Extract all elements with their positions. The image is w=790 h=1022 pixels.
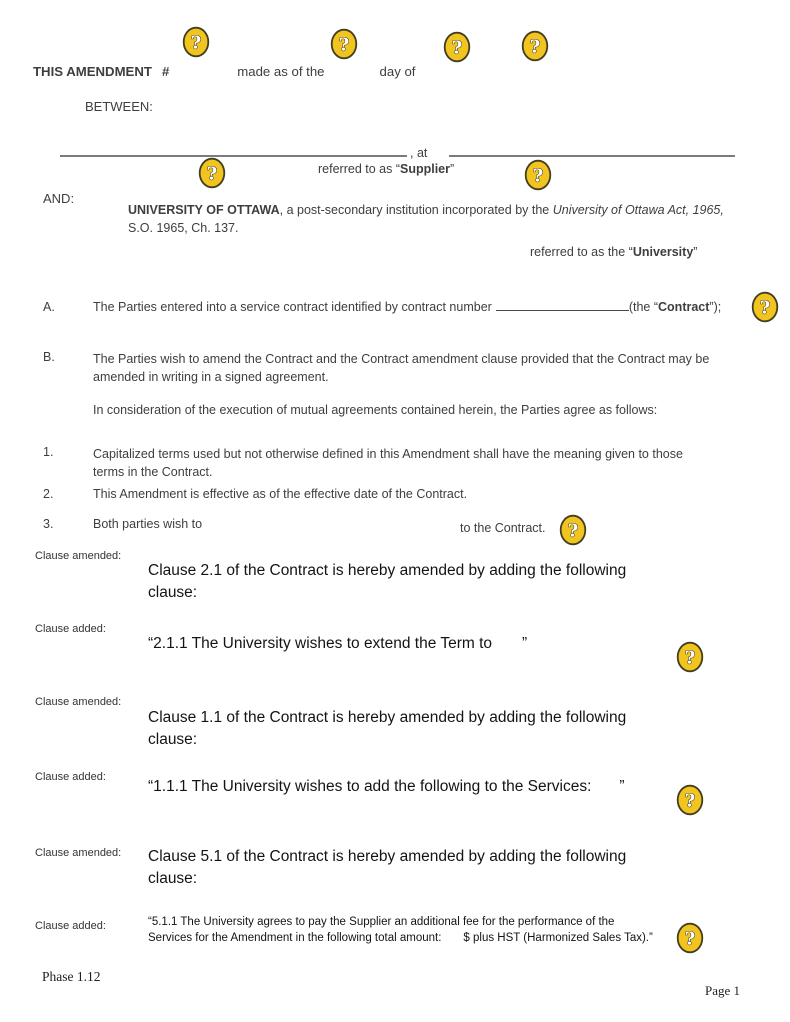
university-name: UNIVERSITY OF OTTAWA [128,203,280,217]
clause-amended-text-1: Clause 2.1 of the Contract is hereby amended by adding the following clause: [148,562,627,601]
consideration-text: In consideration of the execution of mutual agreements contained herein, the Parties agree as follows: [93,403,658,417]
help-icon[interactable] [751,291,779,323]
university-paragraph-line1 [128,203,724,217]
contract-term: Contract [658,300,710,314]
help-icon[interactable] [521,30,549,62]
help-icon[interactable] [182,26,210,58]
university-desc: , a post-secondary institution incorporated by the [279,203,553,217]
phase-label: Phase 1.12 [42,969,101,984]
supplier-term: Supplier [399,162,450,176]
svg-text:?: ? [684,790,696,812]
svg-text:?: ? [532,165,544,187]
term-3-marker: 3. [43,517,54,531]
comma-at-text: , at [410,146,428,160]
clause-amended-label-1: Clause amended: [35,550,122,562]
svg-text:?: ? [567,520,579,542]
university-term: University [632,245,694,259]
number-sign: # [161,64,170,79]
term-1-line2: terms in the Contract. [93,465,213,479]
term-1-marker: 1. [43,445,54,459]
recital-b-marker: B. [43,350,55,364]
clause-amended-text-2: Clause 1.1 of the Contract is hereby amended by adding the following clause: [148,709,627,748]
recital-a-marker: A. [43,300,55,314]
clause-added-text-2 [148,778,625,796]
amount-lead-text: Services for the Amendment in the following total amount: [148,931,442,944]
help-icon[interactable] [676,784,704,816]
referred-prefix: referred to as “ [318,162,400,176]
help-icon[interactable] [676,641,704,673]
suffix-end: ”); [709,300,722,314]
svg-text:?: ? [451,37,463,59]
recital-a-suffix [629,300,721,314]
closing-quote: ” [619,778,625,795]
amount-tail-text: $ plus HST (Harmonized Sales Tax).” [463,931,653,944]
help-icon[interactable] [198,157,226,189]
clause-amended-text-3: Clause 5.1 of the Contract is hereby amended by adding the following clause: [148,848,627,887]
recital-b-line2: amended in writing in a signed agreement. [93,370,329,384]
referred-suffix: ” [450,162,455,176]
term-3-text-end: to the Contract. [460,521,546,535]
page-number: Page 1 [705,983,741,998]
svg-text:?: ? [190,32,202,54]
suffix-prefix: (the “ [628,300,659,314]
svg-text:?: ? [529,36,541,58]
university-act: University of Ottawa Act, 1965, [552,203,724,217]
help-icon[interactable] [330,28,358,60]
university-paragraph-line2: S.O. 1965, Ch. 137. [128,221,239,235]
referred-as-university [530,245,697,259]
and-label: AND: [43,191,75,206]
made-as-of-text: made as of the [237,64,325,79]
help-icon[interactable] [524,159,552,191]
svg-text:?: ? [206,163,218,185]
clause-amended-label-2: Clause amended: [35,696,122,708]
term-2-text: This Amendment is effective as of the effective date of the Contract. [93,487,468,501]
closing-quote: ” [522,635,528,652]
between-label: BETWEEN: [85,99,153,114]
svg-text:?: ? [759,297,771,319]
recital-a-text: The Parties entered into a service contract identified by contract number [93,300,492,314]
clause-added-label-1: Clause added: [35,623,106,635]
clause-added-text-3 [148,915,653,946]
clause-added-body: “1.1.1 The University wishes to add the following to the Services: [148,778,592,795]
clause-added-label-2: Clause added: [35,771,106,783]
svg-text:?: ? [338,34,350,56]
supplier-location-line[interactable] [449,155,735,157]
clause-added-label-3: Clause added: [35,920,106,932]
term-1-text [93,445,683,481]
clause-added-text-1 [148,635,527,653]
contract-number-field[interactable] [496,297,629,311]
referred-prefix: referred to as the “ [530,245,633,259]
clause-added-line2 [148,931,653,947]
title-row [33,64,415,79]
term-2-marker: 2. [43,487,54,501]
term-1-line1: Capitalized terms used but not otherwise defined in this Amendment shall have the meaning given to those [93,447,683,461]
day-of-text: day of [379,64,416,79]
amendment-title: THIS AMENDMENT [33,64,152,79]
recital-b-line1: The Parties wish to amend the Contract and the Contract amendment clause provided that the Contract may be [93,352,710,366]
supplier-name-line[interactable] [60,155,407,157]
term-3-text-start: Both parties wish to [93,517,203,531]
clause-added-line1: “5.1.1 The University agrees to pay the Supplier an additional fee for the performance of the [148,916,615,928]
help-icon[interactable] [676,922,704,954]
recital-a [43,297,721,314]
help-icon[interactable] [443,31,471,63]
help-icon[interactable] [559,514,587,546]
clause-amended-label-3: Clause amended: [35,847,122,859]
recital-b-text [93,350,709,386]
referred-suffix: ” [693,245,698,259]
referred-as-supplier [318,162,454,176]
svg-text:?: ? [684,928,696,950]
clause-added-body: “2.1.1 The University wishes to extend the Term to [148,635,493,652]
svg-text:?: ? [684,647,696,669]
